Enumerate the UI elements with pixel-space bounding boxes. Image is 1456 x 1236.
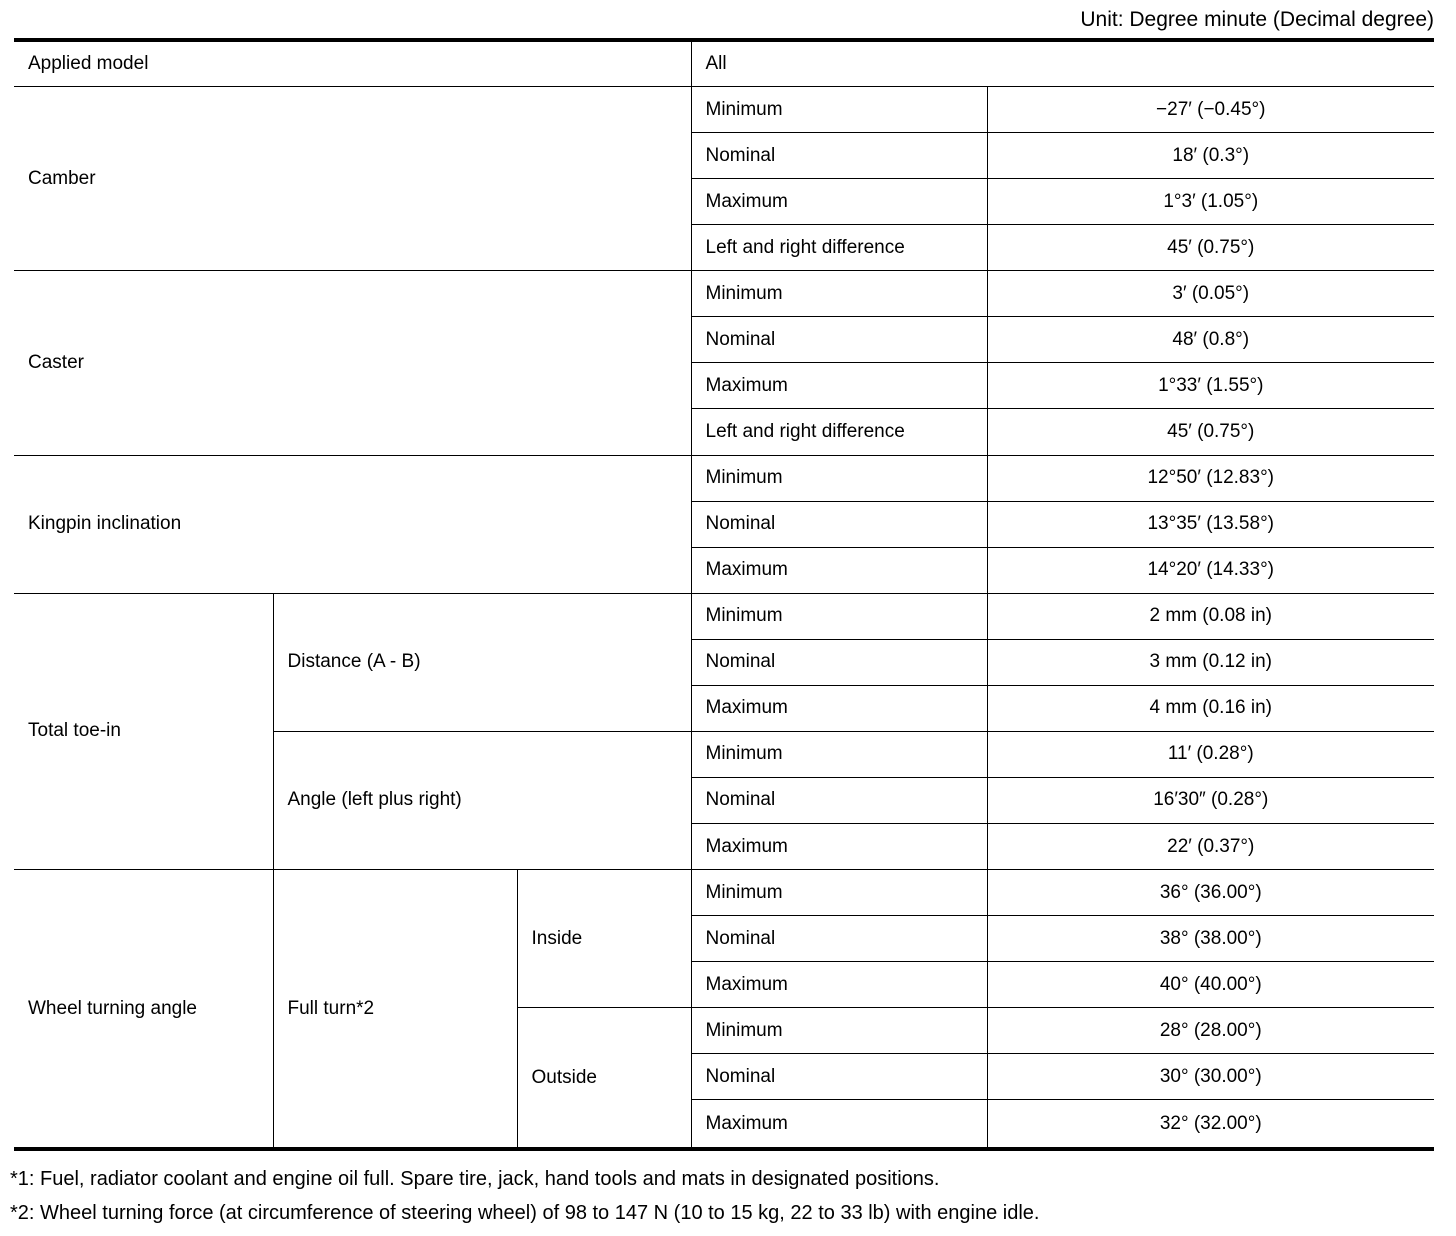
spec-value: 2 mm (0.08 in) — [987, 593, 1434, 639]
spec-value: 28° (28.00°) — [987, 1008, 1434, 1054]
spec-value: 40° (40.00°) — [987, 962, 1434, 1008]
spec-name: Minimum — [691, 87, 987, 133]
kingpin-label: Kingpin inclination — [14, 455, 691, 593]
spec-name: Minimum — [691, 271, 987, 317]
spec-name: Left and right difference — [691, 409, 987, 455]
spec-name: Nominal — [691, 1054, 987, 1100]
footnote-1: *1: Fuel, radiator coolant and engine oil full. Spare tire, jack, hand tools and mats in designated positions. — [10, 1168, 940, 1190]
spec-name: Nominal — [691, 639, 987, 685]
spec-name: Nominal — [691, 133, 987, 179]
caster-label: Caster — [14, 271, 691, 455]
spec-name: Maximum — [691, 1100, 987, 1149]
table-row — [14, 455, 1434, 501]
spec-name: Maximum — [691, 685, 987, 731]
spec-value: −27′ (−0.45°) — [987, 87, 1434, 133]
spec-value: 45′ (0.75°) — [987, 225, 1434, 271]
table-header-row — [14, 40, 1434, 87]
spec-value: 22′ (0.37°) — [987, 824, 1434, 870]
spec-value: 4 mm (0.16 in) — [987, 685, 1434, 731]
spec-name: Nominal — [691, 777, 987, 823]
outside-label: Outside — [517, 1008, 691, 1149]
spec-name: Nominal — [691, 501, 987, 547]
spec-value: 3′ (0.05°) — [987, 271, 1434, 317]
spec-value: 3 mm (0.12 in) — [987, 639, 1434, 685]
table-row — [14, 87, 1434, 133]
spec-value: 18′ (0.3°) — [987, 133, 1434, 179]
toe-angle-label: Angle (left plus right) — [273, 731, 691, 869]
spec-name: Maximum — [691, 363, 987, 409]
spec-value: 30° (30.00°) — [987, 1054, 1434, 1100]
applied-model-label: Applied model — [14, 40, 691, 87]
spec-value: 45′ (0.75°) — [987, 409, 1434, 455]
alignment-spec-table — [14, 38, 1434, 1151]
spec-name: Minimum — [691, 731, 987, 777]
spec-value: 14°20′ (14.33°) — [987, 547, 1434, 593]
spec-value: 32° (32.00°) — [987, 1100, 1434, 1149]
spec-value: 36° (36.00°) — [987, 870, 1434, 916]
spec-name: Maximum — [691, 962, 987, 1008]
full-turn-label: Full turn*2 — [273, 870, 517, 1149]
table-row — [14, 870, 1434, 916]
table-row — [14, 271, 1434, 317]
footnotes — [10, 1162, 1039, 1230]
spec-value: 1°33′ (1.55°) — [987, 363, 1434, 409]
spec-name: Minimum — [691, 593, 987, 639]
camber-label: Camber — [14, 87, 691, 271]
spec-value: 16′30″ (0.28°) — [987, 777, 1434, 823]
spec-name: Left and right difference — [691, 225, 987, 271]
spec-value: 11′ (0.28°) — [987, 731, 1434, 777]
spec-name: Minimum — [691, 870, 987, 916]
toe-distance-label: Distance (A - B) — [273, 593, 691, 731]
spec-value: 48′ (0.8°) — [987, 317, 1434, 363]
spec-name: Nominal — [691, 916, 987, 962]
spec-value: 12°50′ (12.83°) — [987, 455, 1434, 501]
spec-name: Maximum — [691, 179, 987, 225]
table-row — [14, 593, 1434, 639]
spec-name: Maximum — [691, 547, 987, 593]
spec-value: 38° (38.00°) — [987, 916, 1434, 962]
spec-name: Minimum — [691, 455, 987, 501]
spec-name: Maximum — [691, 824, 987, 870]
spec-value: 13°35′ (13.58°) — [987, 501, 1434, 547]
inside-label: Inside — [517, 870, 691, 1008]
spec-name: Nominal — [691, 317, 987, 363]
turning-angle-label: Wheel turning angle — [14, 870, 273, 1149]
unit-label: Unit: Degree minute (Decimal degree) — [1080, 8, 1434, 31]
spec-value: 1°3′ (1.05°) — [987, 179, 1434, 225]
toe-in-label: Total toe-in — [14, 593, 273, 869]
footnote-2: *2: Wheel turning force (at circumference of steering wheel) of 98 to 147 N (10 to 15 kg, 22 to 33 lb) with engine idle. — [10, 1202, 1040, 1224]
applied-model-value: All — [691, 40, 1434, 87]
spec-name: Minimum — [691, 1008, 987, 1054]
